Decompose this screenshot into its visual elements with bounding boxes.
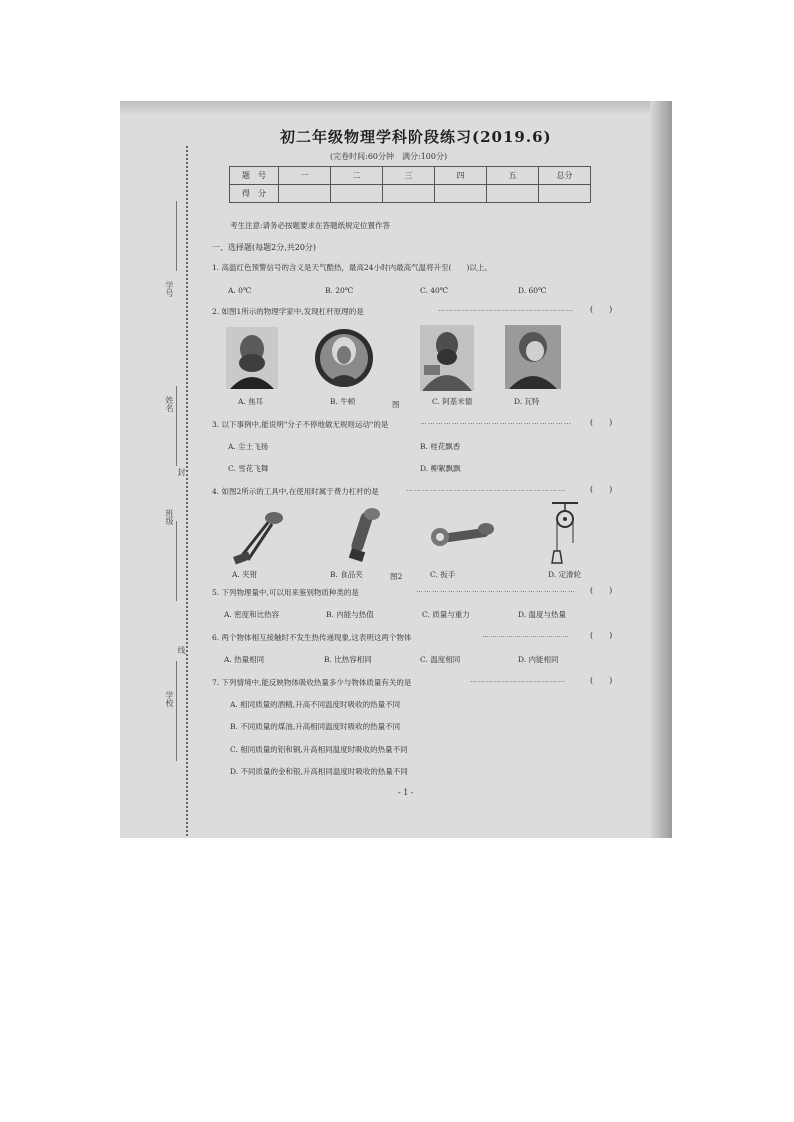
portrait-joule-icon — [226, 327, 278, 389]
score-table-cell: 一 — [279, 167, 331, 185]
score-table-cell: 五 — [487, 167, 539, 185]
score-table-header-row — [230, 167, 591, 185]
portrait-joule — [226, 327, 278, 389]
answer-option: D. 不同质量的金和银,升高相同温度时吸收的热量不同 — [230, 767, 408, 776]
binding-line-mark: 线 — [177, 646, 186, 654]
answer-option: A. 夹钳 — [232, 570, 258, 579]
question-stem: 3. 以下事例中,能说明"分子不停地做无规则运动"的是 — [212, 420, 389, 429]
answer-option: C. 雪花飞舞 — [228, 464, 269, 473]
portrait-newton-icon — [315, 329, 373, 387]
answer-paren: ( ) — [590, 586, 613, 595]
answer-option: A. 0℃ — [228, 286, 252, 295]
portrait-newton — [315, 329, 373, 387]
portrait-archimedes — [420, 325, 474, 391]
answer-paren: ( ) — [590, 418, 613, 427]
answer-option: B. 桂花飘香 — [420, 442, 461, 451]
photo-shadow-right — [650, 101, 672, 838]
score-table-cell: 得 分 — [230, 185, 279, 203]
answer-option: D. 定滑轮 — [548, 570, 582, 579]
exam-subtitle: (完卷时间:60分钟 满分:100分) — [330, 152, 448, 161]
answer-option: C. 阿基米德 — [432, 397, 473, 406]
leader-dots: …………………………… — [482, 631, 570, 639]
question-stem: 4. 如图2所示的工具中,在使用时属于费力杠杆的是 — [212, 487, 379, 496]
answer-option: B. 不同质量的煤油,升高相同温度时吸收的热量不同 — [230, 722, 401, 731]
answer-option: A. 焦耳 — [238, 397, 264, 406]
score-table-cell: 题 号 — [230, 167, 279, 185]
answer-option: B. 内能与热值 — [326, 610, 374, 619]
figure-label: 图 — [392, 400, 400, 409]
answer-option: B. 牛顿 — [330, 397, 356, 406]
answer-option: C. 40℃ — [420, 286, 449, 295]
question-stem: 6. 两个物体相互接触时不发生热传递现象,这表明这两个物体 — [212, 633, 412, 642]
answer-option: C. 扳手 — [430, 570, 456, 579]
answer-option: C. 相同质量的铝和铜,升高相同温度时吸收的热量不同 — [230, 745, 408, 754]
wrench-icon — [428, 519, 498, 554]
page-title: 初二年级物理学科阶段练习(2019.6) — [280, 128, 552, 146]
question-stem: 7. 下列情境中,能反映物体吸收热量多少与物体质量有关的是 — [212, 678, 412, 687]
score-input-cell — [331, 185, 383, 203]
answer-paren: ( ) — [590, 305, 613, 314]
binding-fill-line — [176, 661, 177, 761]
binding-seal-mark: 封 — [177, 468, 186, 476]
portrait-watt — [505, 325, 561, 389]
answer-option: D. 内能相同 — [518, 655, 559, 664]
score-input-cell — [383, 185, 435, 203]
leader-dots: …………………………………………………… — [406, 485, 566, 493]
score-table-cell: 总分 — [539, 167, 591, 185]
binding-fill-line — [176, 201, 177, 271]
leader-dots: …………………………………………………… — [416, 586, 576, 594]
answer-option: A. 尘土飞扬 — [228, 442, 269, 451]
pliers-icon — [228, 506, 288, 566]
score-table — [229, 166, 591, 203]
answer-option: D. 柳絮飘飘 — [420, 464, 461, 473]
binding-student-id-label: 学号 — [165, 281, 174, 297]
answer-option: A. 相同质量的酒精,升高不同温度时吸收的热量不同 — [230, 700, 401, 709]
binding-dotted-line — [186, 146, 188, 836]
binding-name-label: 姓名 — [165, 396, 174, 412]
score-table-cell: 二 — [331, 167, 383, 185]
answer-paren: ( ) — [590, 485, 613, 494]
answer-option: B. 比热容相同 — [324, 655, 372, 664]
question-stem: 1. 高温红色预警信号的含义是天气酷热，最高24小时内最高气温将升至( )以上。 — [212, 263, 492, 272]
binding-fill-line — [176, 386, 177, 466]
answer-option: D. 温度与热量 — [518, 610, 567, 619]
answer-option: B. 20℃ — [325, 286, 354, 295]
score-input-cell — [279, 185, 331, 203]
page-number: - 1 - — [398, 788, 414, 797]
question-stem: 5. 下列物理量中,可以用来鉴别物质种类的是 — [212, 588, 359, 597]
score-table-cell: 三 — [383, 167, 435, 185]
scanned-exam-photo — [120, 101, 672, 838]
leader-dots: …………………………………………… — [438, 305, 574, 313]
binding-fill-line — [176, 521, 177, 601]
answer-option: D. 瓦特 — [514, 397, 540, 406]
fixed-pulley-icon — [550, 501, 580, 571]
figure-label: 图2 — [390, 572, 403, 581]
binding-class-label: 班级 — [165, 509, 174, 525]
leader-dots: ………………………………………………… — [420, 418, 572, 426]
leader-dots: ……………………………… — [470, 676, 566, 684]
section-heading: 一、选择题(每题2分,共20分) — [212, 243, 317, 252]
answer-paren: ( ) — [590, 631, 613, 640]
answer-option: C. 温度相同 — [420, 655, 461, 664]
score-table-score-row — [230, 185, 591, 203]
answer-option: A. 热量相同 — [224, 655, 265, 664]
portrait-watt-icon — [505, 325, 561, 389]
answer-option: A. 密度和比热容 — [224, 610, 280, 619]
score-input-cell — [487, 185, 539, 203]
score-input-cell — [539, 185, 591, 203]
exam-notice: 考生注意:请务必按题要求在答题纸规定位置作答 — [230, 221, 391, 230]
score-table-cell: 四 — [435, 167, 487, 185]
answer-option: C. 质量与重力 — [422, 610, 470, 619]
answer-option: D. 60℃ — [518, 286, 547, 295]
score-input-cell — [435, 185, 487, 203]
portrait-archimedes-icon — [420, 325, 474, 391]
answer-option: B. 食品夹 — [330, 570, 363, 579]
food-tongs-icon — [342, 506, 387, 566]
binding-school-label: 学校 — [165, 691, 174, 707]
answer-paren: ( ) — [590, 676, 613, 685]
question-stem: 2. 如图1所示的物理学家中,发现杠杆原理的是 — [212, 307, 364, 316]
photo-shadow-top — [120, 101, 672, 115]
